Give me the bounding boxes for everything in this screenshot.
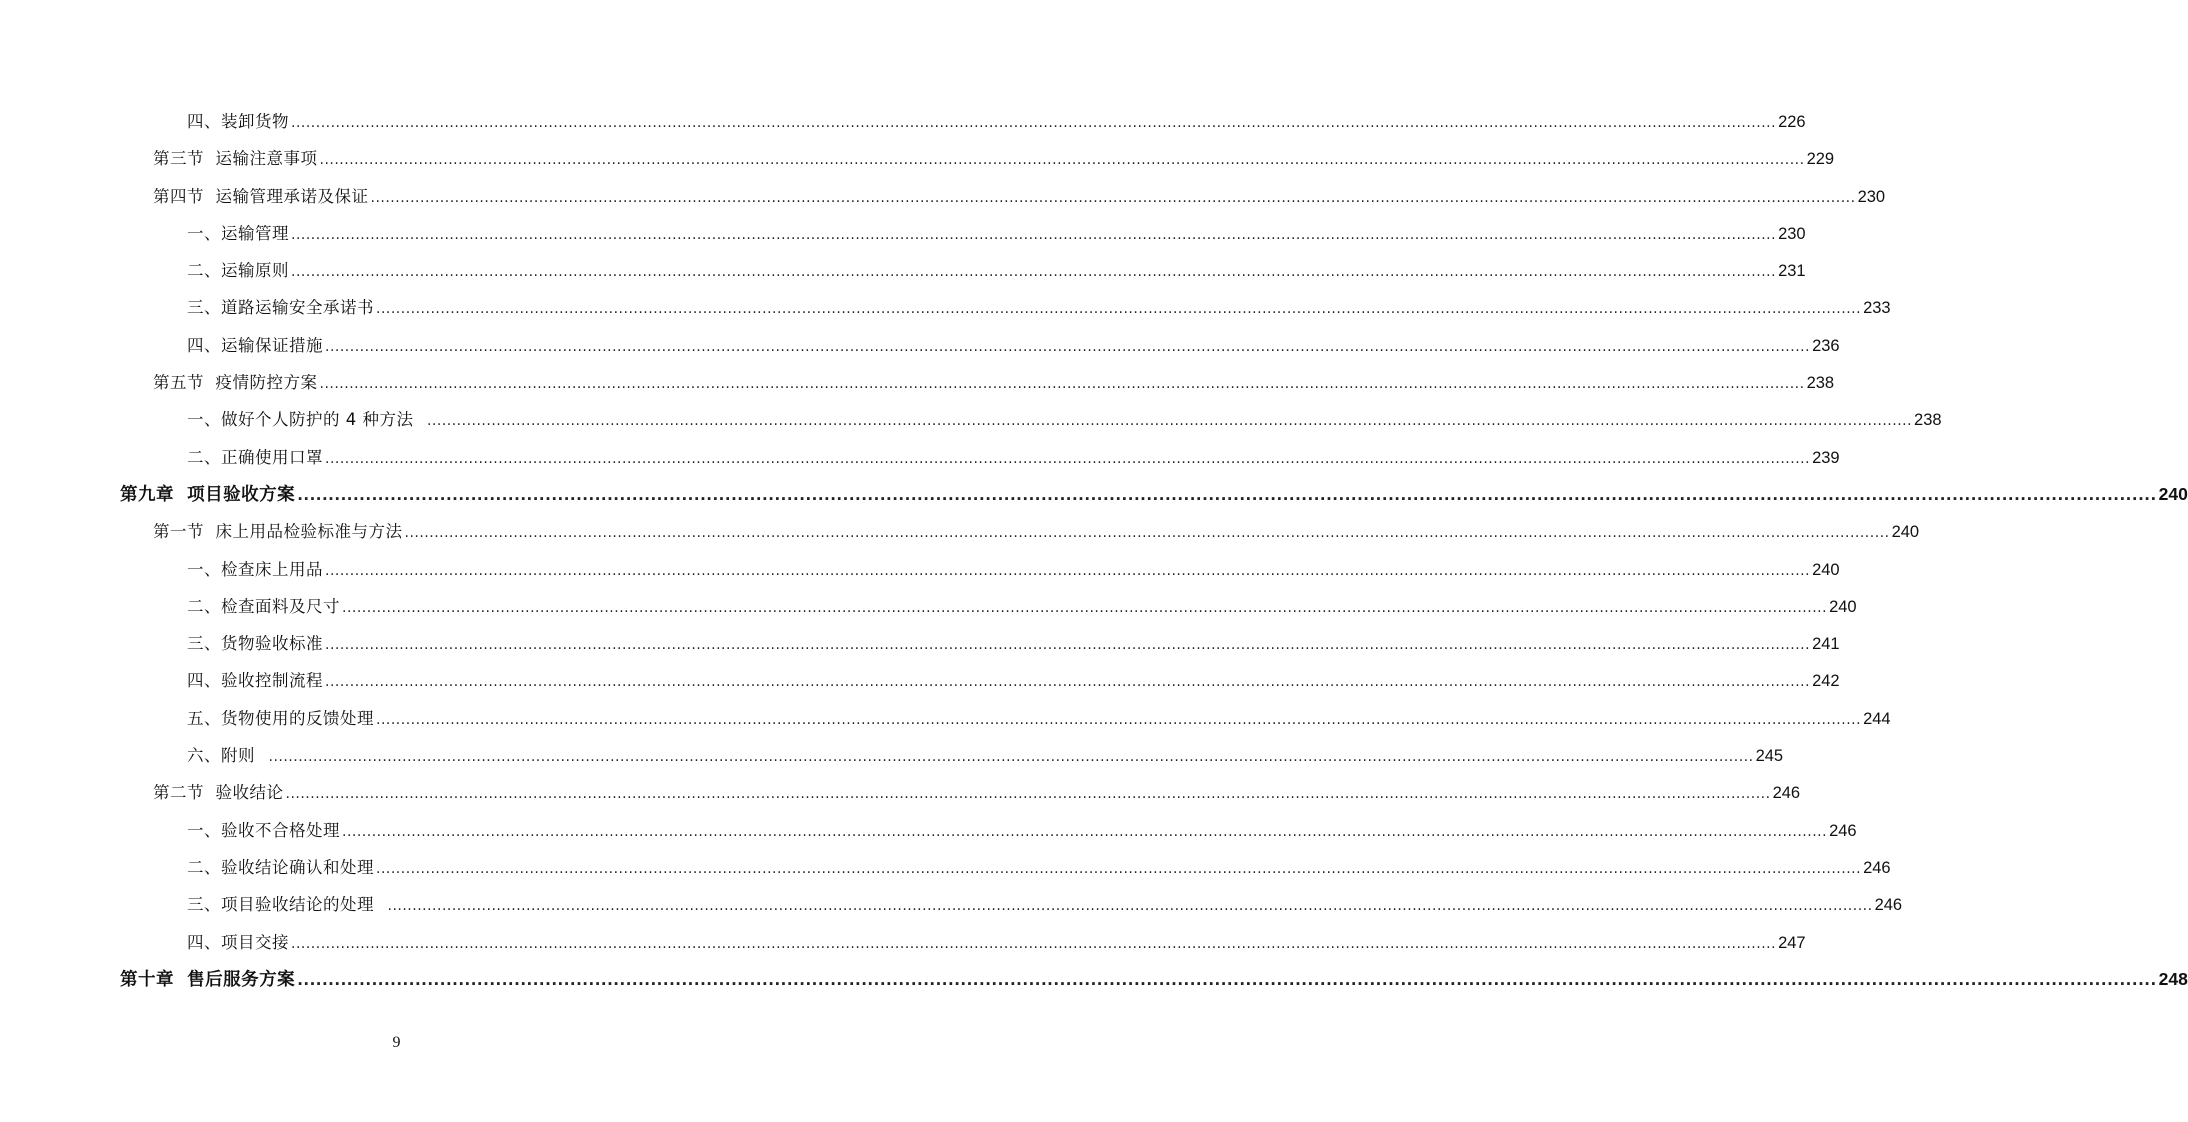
toc-entry-label: 第二节 验收结论: [153, 783, 284, 803]
toc-leader-dots: ............................................................................................................................................................................................................................................................................................................: [325, 450, 1811, 467]
toc-entry[interactable]: [0, 399, 1942, 436]
toc-leader-dots: ............................................................................................................................................................................................................................................................................................................: [325, 338, 1811, 355]
toc-entry[interactable]: [0, 287, 1891, 324]
toc-leader-dots: ............................................................................................................................................................................................................................................................................................................: [376, 711, 1862, 728]
toc-leader-dots: ............................................................................................................................................................................................................................................................................................................: [325, 674, 1811, 691]
toc-entry-page: 230: [1857, 187, 1886, 206]
toc-entry-label: 二、正确使用口罩: [187, 447, 323, 467]
toc-entry-page: 248: [2158, 968, 2188, 989]
toc-entry[interactable]: [0, 325, 1840, 362]
toc-entry-label: 一、检查床上用品: [187, 559, 323, 579]
toc-entry[interactable]: [0, 101, 1806, 138]
toc-entry-label: 三、道路运输安全承诺书: [187, 298, 374, 318]
toc-entry-label: 三、项目验收结论的处理: [187, 895, 386, 915]
toc-entry-page: 226: [1778, 113, 1806, 131]
toc-entry[interactable]: [0, 735, 1784, 772]
toc-leader-dots: ............................................................................................................................................................................................................................................................................................................: [285, 786, 1771, 803]
toc-entry-label: 一、验收不合格处理: [187, 820, 340, 840]
toc-entry-label: 第五节 疫情防控方案: [153, 373, 318, 393]
toc-entry-page: 229: [1806, 150, 1835, 169]
toc-entry-label: 二、验收结论确认和处理: [187, 857, 374, 877]
toc-entry[interactable]: [0, 772, 1801, 809]
toc-entry-page: 238: [1914, 411, 1942, 430]
toc-entry[interactable]: [0, 810, 1857, 847]
toc-entry[interactable]: [0, 623, 1840, 660]
toc-entry-page: 242: [1812, 672, 1840, 691]
toc-entry-page: 240: [1812, 560, 1840, 579]
toc-leader-dots: ............................................................................................................................................................................................................................................................................................................: [342, 599, 1828, 616]
toc-entry[interactable]: [0, 474, 2188, 511]
toc-entry-label: 第三节 运输注意事项: [153, 149, 318, 169]
toc-entry-page: 231: [1778, 262, 1806, 281]
toc-leader-dots: ............................................................................................................................................................................................................................................................................................................: [342, 823, 1828, 840]
toc-entry[interactable]: [0, 884, 1903, 921]
toc-entry-label: 五、货物使用的反馈处理: [187, 708, 374, 728]
toc-entry-page: 239: [1812, 448, 1840, 467]
toc-entry-label: 三、货物验收标准: [187, 634, 323, 654]
toc-entry-label: 六、附则: [187, 746, 267, 766]
toc-leader-dots: ............................................................................................................................................................................................................................................................................................................: [404, 525, 1890, 542]
toc-leader-dots: ............................................................................................................................................................................................................................................................................................................: [297, 970, 2157, 989]
toc-entry-label: 第四节 运输管理承诺及保证: [153, 186, 369, 206]
toc-entry-page: 233: [1863, 299, 1891, 318]
toc-entry-page: 246: [1829, 821, 1857, 840]
toc-entry-page: 238: [1806, 374, 1835, 393]
table-of-contents: [0, 101, 2188, 996]
toc-entry[interactable]: [0, 250, 1806, 287]
toc-leader-dots: ............................................................................................................................................................................................................................................................................................................: [268, 749, 1754, 766]
toc-leader-dots: ............................................................................................................................................................................................................................................................................................................: [291, 115, 1777, 131]
page-number: 9: [392, 1034, 401, 1051]
toc-entry-label: 第一节 床上用品检验标准与方法: [153, 522, 403, 542]
toc-leader-dots: ............................................................................................................................................................................................................................................................................................................: [291, 935, 1777, 952]
toc-entry[interactable]: [0, 362, 1835, 399]
toc-entry[interactable]: [0, 847, 1891, 884]
toc-entry-page: 236: [1812, 336, 1840, 355]
toc-leader-dots: ............................................................................................................................................................................................................................................................................................................: [426, 413, 1913, 430]
toc-entry-label: 四、运输保证措施: [187, 335, 323, 355]
toc-leader-dots: ............................................................................................................................................................................................................................................................................................................: [376, 860, 1862, 877]
toc-entry[interactable]: [0, 549, 1840, 586]
toc-entry-page: 240: [1891, 523, 1920, 542]
toc-entry-label: 一、运输管理: [187, 223, 289, 243]
toc-entry-label: 四、项目交接: [187, 932, 289, 952]
toc-entry-page: 247: [1778, 933, 1806, 952]
toc-entry-page: 230: [1778, 224, 1806, 243]
toc-leader-dots: ............................................................................................................................................................................................................................................................................................................: [291, 226, 1777, 243]
toc-entry-label: 二、检查面料及尺寸: [187, 596, 340, 616]
toc-entry-label: 一、做好个人防护的 4 种方法: [187, 410, 425, 430]
toc-entry[interactable]: [0, 660, 1840, 697]
toc-entry[interactable]: [0, 213, 1806, 250]
toc-entry[interactable]: [0, 698, 1891, 735]
toc-entry[interactable]: [0, 511, 1920, 548]
toc-leader-dots: ............................................................................................................................................................................................................................................................................................................: [370, 189, 1856, 206]
toc-entry[interactable]: [0, 176, 1886, 213]
toc-entry-page: 241: [1812, 635, 1840, 654]
toc-entry-label: 第九章 项目验收方案: [120, 484, 296, 505]
toc-leader-dots: ............................................................................................................................................................................................................................................................................................................: [319, 376, 1805, 393]
toc-leader-dots: ............................................................................................................................................................................................................................................................................................................: [297, 485, 2157, 504]
toc-entry-page: 240: [1829, 597, 1857, 616]
toc-entry-page: 246: [1874, 896, 1903, 915]
toc-entry-page: 245: [1755, 747, 1784, 766]
toc-entry[interactable]: [0, 586, 1857, 623]
toc-leader-dots: ............................................................................................................................................................................................................................................................................................................: [325, 637, 1811, 654]
toc-entry-page: 244: [1863, 709, 1891, 728]
toc-leader-dots: ............................................................................................................................................................................................................................................................................................................: [387, 898, 1873, 915]
toc-entry-label: 四、验收控制流程: [187, 671, 323, 691]
toc-entry-page: 246: [1772, 784, 1801, 803]
toc-entry-page: 246: [1863, 858, 1891, 877]
toc-leader-dots: ............................................................................................................................................................................................................................................................................................................: [325, 562, 1811, 579]
toc-entry-page: 240: [2158, 483, 2188, 504]
toc-entry-label: 二、运输原则: [187, 261, 289, 281]
toc-leader-dots: ............................................................................................................................................................................................................................................................................................................: [376, 301, 1862, 318]
toc-leader-dots: ............................................................................................................................................................................................................................................................................................................: [291, 264, 1777, 281]
toc-entry[interactable]: [0, 922, 1806, 959]
toc-entry-label: 第十章 售后服务方案: [120, 969, 296, 990]
toc-entry[interactable]: [0, 138, 1835, 175]
toc-leader-dots: ............................................................................................................................................................................................................................................................................................................: [319, 152, 1805, 169]
toc-entry[interactable]: [0, 959, 2188, 996]
toc-entry-label: 四、装卸货物: [187, 112, 289, 131]
toc-entry[interactable]: [0, 437, 1840, 474]
